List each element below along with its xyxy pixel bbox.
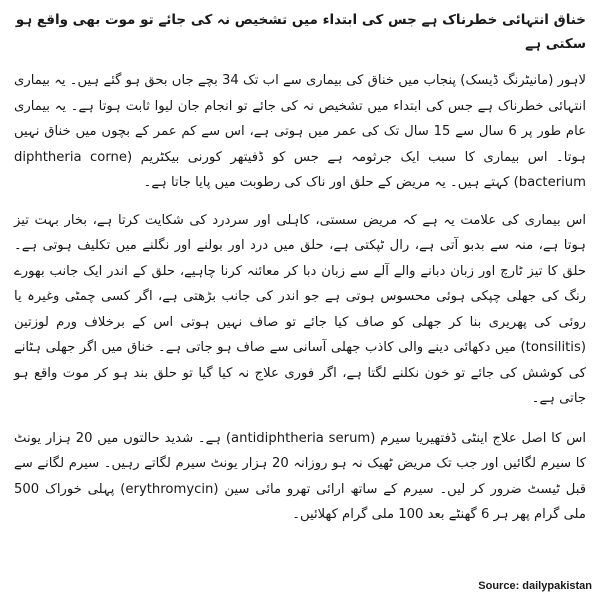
article-title: خناق انتہائی خطرناک ہے جس کی ابتداء میں تشخیص نہ کی جائے تو موت بھی واقع ہو سکتی ہے [15,12,586,52]
article-paragraph-1: لاہور (مانیٹرنگ ڈیسک) پنجاب میں خناق کی بیماری سے اب تک 34 بچے جاں بحق ہو گئے ہیں۔ یہ بیماری انتہائی خطرناک ہے جس کی ابتداء میں تشخیص نہ کی جائے تو انجام جان لیوا ثابت ہوتا ہے۔ یہ بیماری عام طور پر 6 سال سے 15 سال تک کی عمر میں ہوتی ہے، اس سے کم عمر کے بچوں میں خناق نہیں ہوتا۔ اس بیماری کا سبب ایک جرثومہ ہے جس کو ڈفیتھر کورنی بیکٹریم (diphtheria corne bacterium) کہتے ہیں۔ یہ مریض کے حلق اور ناک کی رطوبت میں پایا جاتا ہے۔ [14,73,587,190]
article [14,8,586,592]
article-paragraph-2: اس بیماری کی علامت یہ ہے کہ مریض سستی، کاہلی اور سردرد کی شکایت کرتا ہے، بخار بہت تیز ہوتا ہے، منہ سے بدبو آتی ہے، رال ٹپکتی ہے، حلق میں درد اور بولنے اور نگلنے میں تکلیف ہوتی ہے۔ حلق کا تیز ٹارچ اور زبان دبانے والے آلے سے زبان دبا کر معائنہ کرنا چاہیے، حلق کے اندر ایک جانب بھورے رنگ کی جھلی چپکی ہوئی محسوس ہوتی ہے جو اندر کی جانب بڑھتی ہے، اگر کسی چمٹی وغیرہ یا روئی کی پھریری بنا کر جھلی کو صاف کیا جائے تو صاف نہیں ہوتی اس کے برخلاف ورم لوزتین (tonsilitis) میں دکھائی دینے والی کاذب جھلی آسانی سے صاف ہو جاتی ہے۔ خناق میں اگر جھلی ہٹانے کی کوشش کی جائے تو خون نکلنے لگتا ہے، اگر فوری علاج نہ کیا گیا تو حلق بند ہو کر موت واقع ہو جاتی ہے۔ [14,212,586,406]
source-credit: Source: dailypakistan [478,580,592,592]
article-paragraph-3: اس کا اصل علاج اینٹی ڈفتھیریا سیرم (antidiphtheria serum) ہے۔ شدید حالتوں میں 20 ہزار یونٹ کا سیرم لگائیں اور جب تک مریض ٹھیک نہ ہو روزانہ 20 ہزار یونٹ سیرم لگاتے رہیں۔ سیرم لگانے سے قبل ٹیسٹ ضرور کر لیں۔ سیرم کے ساتھ ارائی تھرو مائی سین (erythromycin) پہلی خوراک 500 ملی گرام پھر ہر 6 گھنٹے بعد 100 ملی گرام کھلائیں۔ [14,430,586,522]
